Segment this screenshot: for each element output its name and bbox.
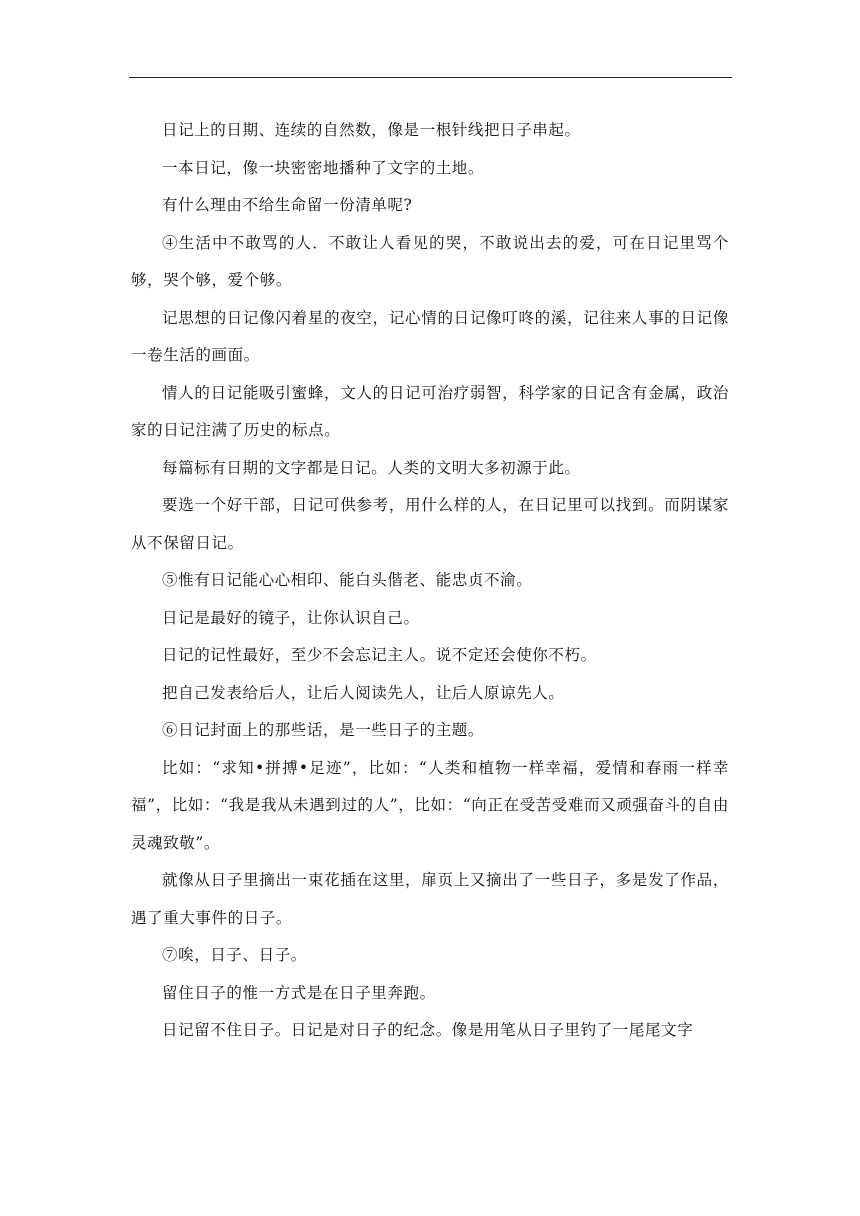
paragraph: ④生活中不敢骂的人．不敢让人看见的哭，不敢说出去的爱，可在日记里骂个够，哭个够，爱个够。: [131, 233, 729, 289]
paragraph: ⑤惟有日记能心心相印、能白头偕老、能忠贞不渝。: [162, 571, 533, 589]
paragraph: 日记上的日期、连续的自然数，像是一根针线把日子串起。: [162, 121, 581, 139]
paragraph: 日记是最好的镜子，让你认识自己。: [162, 608, 420, 627]
paragraph: 就像从日子里摘出一束花插在这里，扉页上又摘出了一些日子，多是发了作品，遇了重大事件的日子。: [131, 871, 729, 927]
paragraph: ⑦唉，日子、日子。: [162, 946, 307, 964]
paragraph: 有什么理由不给生命留一份清单呢?: [162, 196, 413, 214]
header-rule: [129, 77, 732, 78]
paragraph: 要选一个好干部，日记可供参考，用什么样的人，在日记里可以找到。而阴谋家从不保留日记。: [131, 496, 729, 552]
paragraph: 每篇标有日期的文字都是日记。人类的文明大多初源于此。: [162, 458, 581, 477]
paragraph: 把自己发表给后人，让后人阅读先人，让后人原谅先人。: [162, 683, 565, 702]
paragraph: ⑥日记封面上的那些话，是一些日子的主题。: [162, 721, 485, 739]
paragraph: 日记留不住日子。日记是对日子的纪念。像是用笔从日子里钓了一尾尾文字: [162, 1021, 694, 1039]
paragraph: 留住日子的惟一方式是在日子里奔跑。: [162, 983, 436, 1002]
paragraph: 情人的日记能吸引蜜蜂，文人的日记可治疗弱智，科学家的日记含有金属，政治家的日记注满了历史的标点。: [131, 383, 729, 439]
paragraph: 日记的记性最好，至少不会忘记主人。说不定还会使你不朽。: [162, 646, 597, 664]
paragraph: 记思想的日记像闪着星的夜空，记心情的日记像叮咚的溪，记往来人事的日记像一卷生活的画面。: [131, 308, 729, 364]
article-body: [131, 112, 729, 1050]
paragraph: 一本日记，像一块密密地播种了文字的土地。: [162, 158, 485, 177]
paragraph: 比如：“求知•拼搏•足迹”，比如：“人类和植物一样幸福，爱情和春雨一样幸福”，比如：“我是我从未遇到过的人”，比如：“向正在受苦受难而又顽强奋斗的自由灵魂致敬”。: [131, 758, 729, 852]
